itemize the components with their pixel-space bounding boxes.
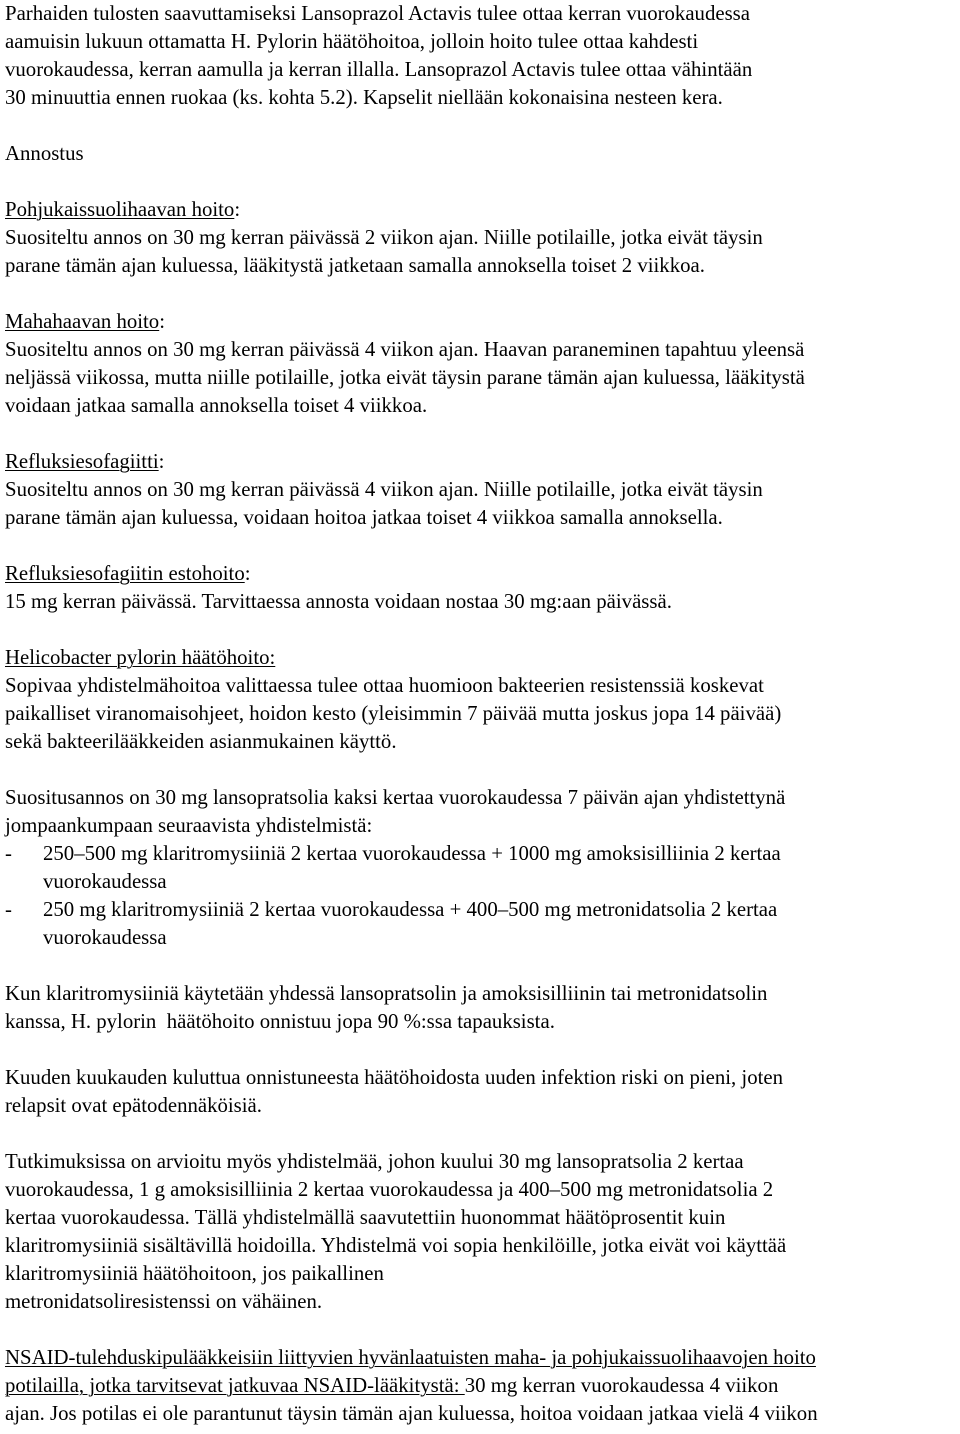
text-line: Suositeltu annos on 30 mg kerran päivässä 2 viikon ajan. Niille potilaille, jotka eivät täysin <box>5 226 763 249</box>
text-line: Tutkimuksissa on arvioitu myös yhdistelmää, johon kuului 30 mg lansopratsolia 2 kertaa <box>5 1150 744 1173</box>
text-line: ajan. Jos potilas ei ole parantunut täysin tämän ajan kuluessa, hoitoa voidaan jatkaa vielä 4 viikon <box>5 1402 818 1425</box>
text-line: 30 minuuttia ennen ruokaa (ks. kohta 5.2). Kapselit niellään kokonaisina nesteen kera. <box>5 86 723 109</box>
text-line: Suositeltu annos on 30 mg kerran päivässä 4 viikon ajan. Haavan paraneminen tapahtuu yleensä <box>5 338 805 361</box>
section-heading: Pohjukaissuolihaavan hoito: <box>5 198 241 221</box>
nsaid-paragraph <box>5 1344 958 1428</box>
text-line: metronidatsoliresistenssi on vähäinen. <box>5 1290 323 1313</box>
text-line: Suositusannos on 30 mg lansopratsolia kaksi kertaa vuorokaudessa 7 päivän ajan yhdistettynä <box>5 786 786 809</box>
list-item <box>5 896 958 952</box>
text-line: klaritromysiiniä sisältävillä hoidoilla. Yhdistelmä voi sopia henkilöille, jotka eivät voi käyttää <box>5 1234 787 1257</box>
section-heading: Mahahaavan hoito: <box>5 310 165 333</box>
section-heading: NSAID-tulehduskipulääkkeisiin liittyvien hyvänlaatuisten maha- ja pohjukaissuolihaavojen hoito <box>5 1346 816 1369</box>
text-line: vuorokaudessa, 1 g amoksisilliinia 2 kertaa vuorokaudessa ja 400–500 mg metronidatsolia 2 <box>5 1178 774 1201</box>
text-line: sekä bakteerilääkkeiden asianmukainen käyttö. <box>5 730 397 753</box>
dosage-heading: Annostus <box>5 142 84 165</box>
section-duodenal <box>5 196 958 280</box>
text-line: aamuisin lukuun ottamatta H. Pylorin häätöhoitoa, jolloin hoito tulee ottaa kahdesti <box>5 30 699 53</box>
list-dash: - <box>5 842 12 865</box>
six-months-paragraph <box>5 1064 958 1120</box>
text-line: parane tämän ajan kuluessa, voidaan hoitoa jatkaa toiset 4 viikkoa samalla annoksella. <box>5 506 723 529</box>
text-line: kertaa vuorokaudessa. Tällä yhdistelmällä saavutettiin huonommat häätöprosentit kuin <box>5 1206 726 1229</box>
text-line: Kun klaritromysiiniä käytetään yhdessä lansopratsolin ja amoksisilliinin tai metronidatsolin <box>5 982 768 1005</box>
list-dash: - <box>5 898 12 921</box>
text-line: voidaan jatkaa samalla annoksella toiset 4 viikkoa. <box>5 394 428 417</box>
text-line: 250 mg klaritromysiiniä 2 kertaa vuorokaudessa + 400–500 mg metronidatsolia 2 kertaa <box>43 898 778 921</box>
text-line: klaritromysiiniä häätöhoitoon, jos paikallinen <box>5 1262 384 1285</box>
section-heading: Helicobacter pylorin häätöhoito: <box>5 646 276 669</box>
text-line: Sopivaa yhdistelmähoitoa valittaessa tulee ottaa huomioon bakteerien resistenssiä koskevat <box>5 674 764 697</box>
text-line: 15 mg kerran päivässä. Tarvittaessa annosta voidaan nostaa 30 mg:aan päivässä. <box>5 590 672 613</box>
text-line: vuorokaudessa <box>43 926 167 949</box>
studies-paragraph <box>5 1148 958 1316</box>
recommended-dose-paragraph <box>5 784 958 952</box>
section-heading: Refluksiesofagiitin estohoito: <box>5 562 251 585</box>
text-line: jompaankumpaan seuraavista yhdistelmistä: <box>5 814 373 837</box>
text-line: neljässä viikossa, mutta niille potilaille, jotka eivät täysin parane tämän ajan kuluessa, lääkitystä <box>5 366 805 389</box>
text-line: vuorokaudessa, kerran aamulla ja kerran illalla. Lansoprazol Actavis tulee ottaa vähintään <box>5 58 753 81</box>
section-heading: Refluksiesofagiitti: <box>5 450 165 473</box>
text-line: kanssa, H. pylorin häätöhoito onnistuu jopa 90 %:ssa tapauksista. <box>5 1010 555 1033</box>
list-item <box>5 840 958 896</box>
text-line: relapsit ovat epätodennäköisiä. <box>5 1094 262 1117</box>
section-hpylori <box>5 644 958 756</box>
text-line: Kuuden kuukauden kuluttua onnistuneesta häätöhoidosta uuden infektion riski on pieni, joten <box>5 1066 784 1089</box>
section-reflux-prevention <box>5 560 958 616</box>
document-page <box>5 0 958 1428</box>
text-line: paikalliset viranomaisohjeet, hoidon kesto (yleisimmin 7 päivää mutta joskus jopa 14 päivää) <box>5 702 782 725</box>
intro-paragraph <box>5 0 958 112</box>
text-line: parane tämän ajan kuluessa, lääkitystä jatketaan samalla annoksella toiset 2 viikkoa. <box>5 254 705 277</box>
text-line: Suositeltu annos on 30 mg kerran päivässä 4 viikon ajan. Niille potilaille, jotka eivät täysin <box>5 478 763 501</box>
clarithromycin-paragraph <box>5 980 958 1036</box>
section-gastric <box>5 308 958 420</box>
text-line: vuorokaudessa <box>43 870 167 893</box>
text-line: potilailla, jotka tarvitsevat jatkuvaa NSAID-lääkitystä: 30 mg kerran vuorokaudessa 4 viikon <box>5 1374 779 1397</box>
text-line: 250–500 mg klaritromysiiniä 2 kertaa vuorokaudessa + 1000 mg amoksisilliinia 2 kertaa <box>43 842 781 865</box>
section-reflux <box>5 448 958 532</box>
text-line: Parhaiden tulosten saavuttamiseksi Lansoprazol Actavis tulee ottaa kerran vuorokaudessa <box>5 2 750 25</box>
